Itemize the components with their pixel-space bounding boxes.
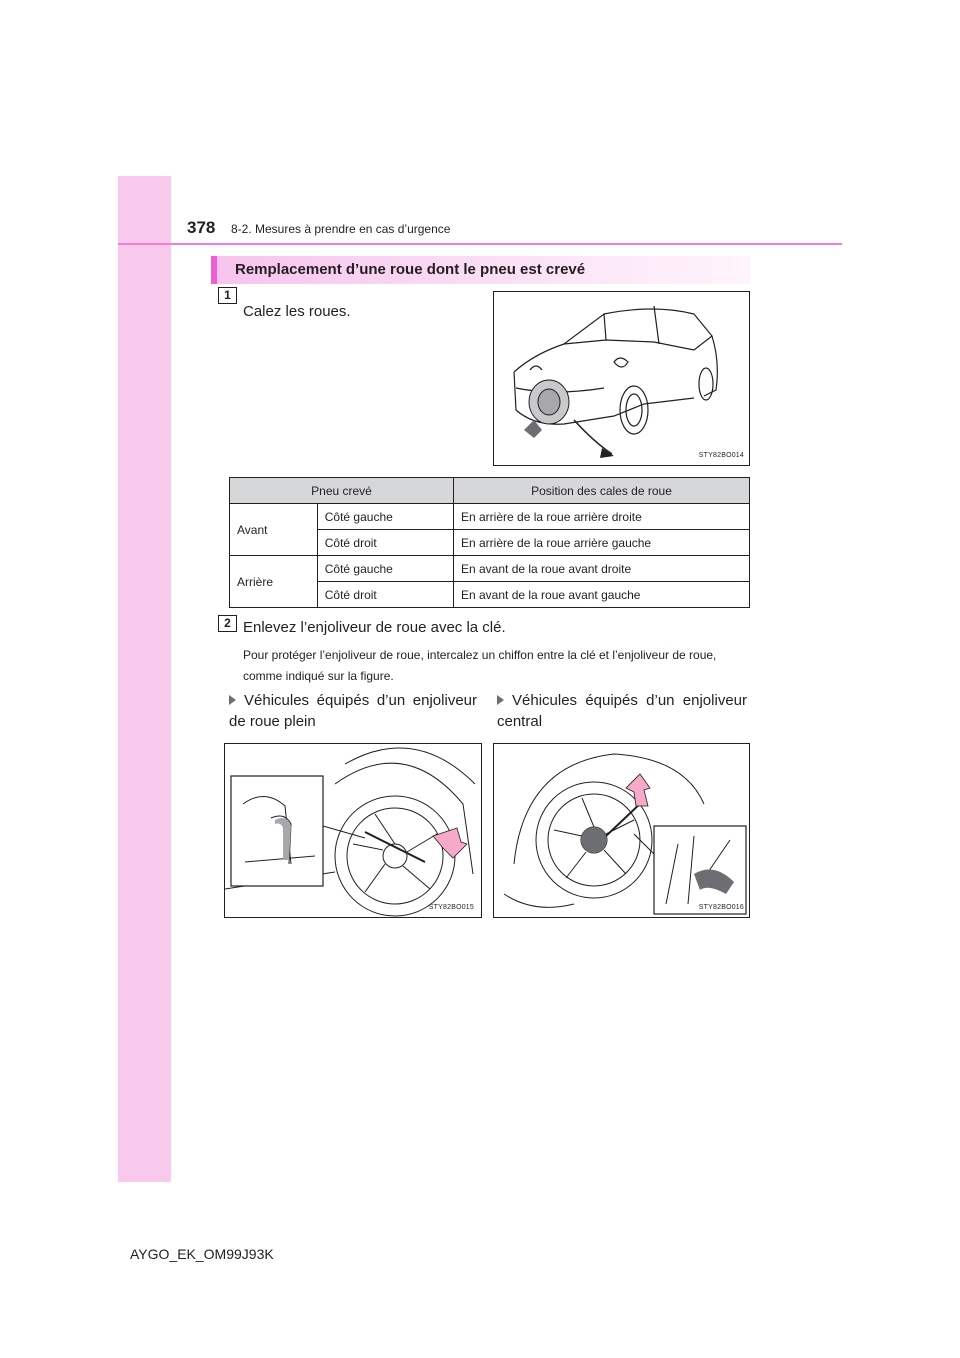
table-cell: Côté droit xyxy=(317,582,453,608)
full-cap-drawing xyxy=(225,744,482,918)
step-2-number: 2 xyxy=(218,615,237,632)
table-cell: En avant de la roue avant droite xyxy=(454,556,750,582)
side-tab xyxy=(118,176,171,1182)
variant-full-cap xyxy=(229,690,477,732)
variant-center-cap-label: Véhicules équipés d’un enjoliveur central xyxy=(497,692,747,730)
car-illustration xyxy=(493,291,750,466)
table-cell: Côté gauche xyxy=(317,556,453,582)
table-cell: Côté gauche xyxy=(317,504,453,530)
table-cell: Côté droit xyxy=(317,530,453,556)
table-cell: En arrière de la roue arrière gauche xyxy=(454,530,750,556)
variant-full-cap-label: Véhicules équipés d’un enjoliveur de roue plein xyxy=(229,692,477,730)
center-cap-illustration xyxy=(493,743,750,918)
step-1-text: Calez les roues. xyxy=(243,303,351,320)
center-cap-drawing xyxy=(494,744,750,918)
bullet-triangle-icon xyxy=(229,695,236,705)
table-cell: En avant de la roue avant gauche xyxy=(454,582,750,608)
car-drawing xyxy=(494,292,750,466)
wheel-chock-table xyxy=(229,477,750,608)
table-header: Pneu crevé xyxy=(230,478,454,504)
figure-code: STY82BO015 xyxy=(428,904,474,911)
figure-code: STY82BO016 xyxy=(698,904,744,911)
chapter-title: 8-2. Mesures à prendre en cas d’urgence xyxy=(231,222,451,236)
document-code: AYGO_EK_OM99J93K xyxy=(130,1246,274,1262)
step-2-text: Enlevez l’enjoliveur de roue avec la clé. xyxy=(243,619,506,636)
note-paragraph: Pour protéger l’enjoliveur de roue, intercalez un chiffon entre la clé et l’enjoliveur de roue, comme indiqué sur la figure. xyxy=(243,648,717,683)
variant-center-cap xyxy=(497,690,747,732)
table-cell: Avant xyxy=(230,504,318,556)
header-divider xyxy=(118,243,842,245)
section-title: Remplacement d’une roue dont le pneu est crevé xyxy=(235,261,586,278)
full-cap-illustration xyxy=(224,743,482,918)
page-number: 378 xyxy=(187,218,216,237)
table-cell: En arrière de la roue arrière droite xyxy=(454,504,750,530)
table-cell: Arrière xyxy=(230,556,318,608)
section-header xyxy=(211,256,750,284)
step-1-number: 1 xyxy=(218,287,237,304)
bullet-triangle-icon xyxy=(497,695,504,705)
table-header: Position des cales de roue xyxy=(454,478,750,504)
figure-code: STY82BO014 xyxy=(698,452,744,459)
